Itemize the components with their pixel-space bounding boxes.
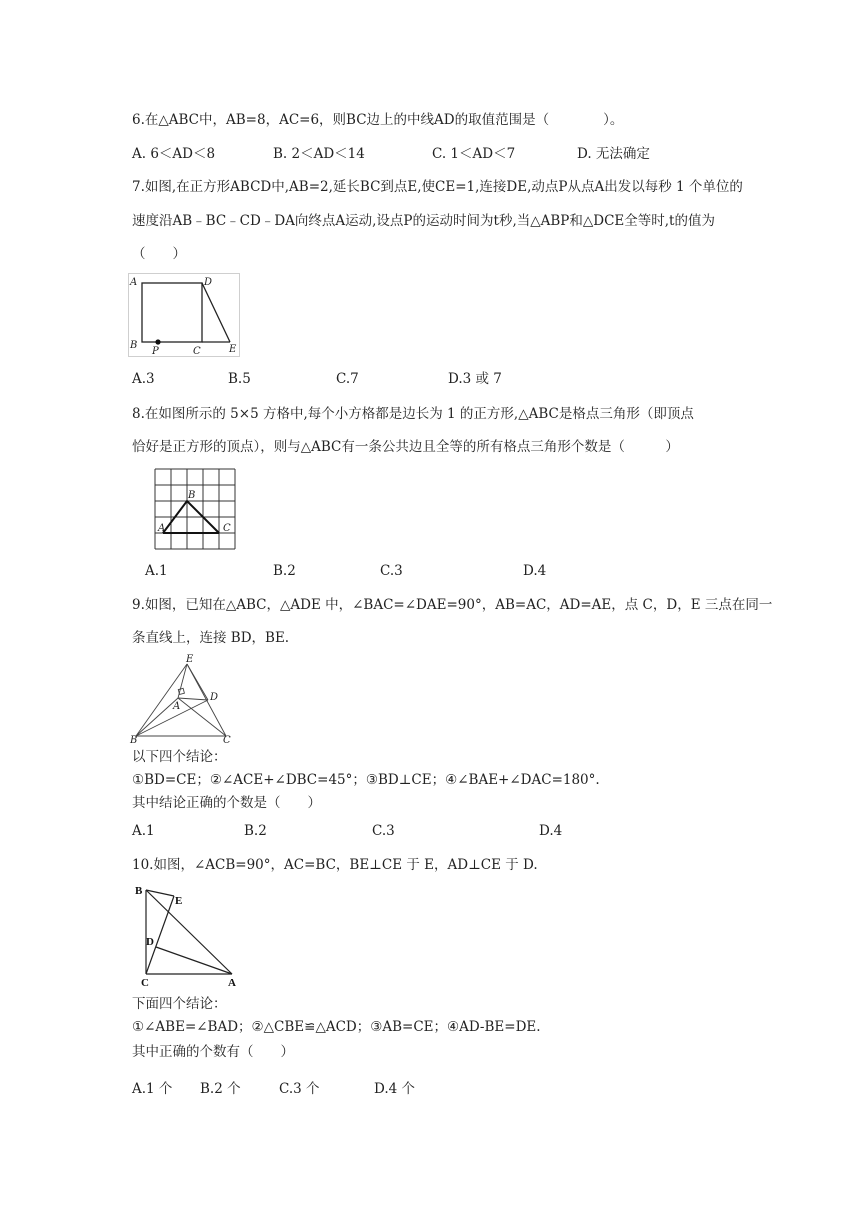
- q8-grid-figure: [148, 465, 240, 551]
- q7-figure: [128, 273, 240, 357]
- q8-option-d: D.4: [523, 563, 547, 579]
- q9-label-c: C: [223, 735, 231, 744]
- q8-label-a: A: [158, 523, 166, 534]
- q9-label-b: B: [130, 735, 138, 744]
- q6-option-a: A. 6＜AD＜8: [132, 146, 216, 162]
- q7-label-c: C: [193, 346, 201, 357]
- q9-question: 其中结论正确的个数是（ ）: [132, 795, 321, 811]
- q7-option-b: B.5: [228, 371, 251, 387]
- q9-stem-line2: 条直线上，连接 BD，BE.: [132, 630, 290, 646]
- q10-option-c: C.3 个: [279, 1081, 320, 1097]
- q9-option-d: D.4: [539, 823, 563, 839]
- q7-label-d: D: [204, 277, 213, 288]
- q7-stem-line2: 速度沿AB﹣BC﹣CD﹣DA向终点A运动,设点P的运动时间为t秒,当△ABP和△DCE全等时,t的值为: [132, 213, 715, 229]
- q9-label-a: A: [173, 701, 181, 712]
- q7-label-b: B: [130, 340, 138, 351]
- q7-option-c: C.7: [336, 371, 359, 387]
- q10-figure: [128, 882, 240, 990]
- q9-conclusions-title: 以下四个结论：: [132, 749, 227, 765]
- q9-figure: [128, 652, 240, 744]
- q7-label-e: E: [229, 344, 237, 355]
- q10-conclusions-title: 下面四个结论：: [132, 996, 227, 1012]
- q8-option-a: A.1: [145, 563, 168, 579]
- q8-option-b: B.2: [273, 563, 296, 579]
- q8-stem-line2: 恰好是正方形的顶点），则与△ABC有一条公共边且全等的所有格点三角形个数是（ ）: [132, 439, 679, 455]
- q9-option-c: C.3: [372, 823, 395, 839]
- q6-option-d: D. 无法确定: [577, 146, 650, 162]
- q10-option-b: B.2 个: [200, 1081, 241, 1097]
- q10-label-d: D: [146, 936, 154, 948]
- q7-label-a: A: [130, 277, 138, 288]
- q8-label-b: B: [188, 490, 196, 501]
- q9-label-e: E: [186, 654, 194, 665]
- q10-stem: 10.如图，∠ACB=90°，AC=BC，BE⊥CE 于 E，AD⊥CE 于 D.: [132, 857, 538, 873]
- q10-label-c: C: [141, 977, 149, 989]
- q6-option-b: B. 2＜AD＜14: [273, 146, 365, 162]
- q10-option-a: A.1 个: [132, 1081, 173, 1097]
- q7-option-a: A.3: [132, 371, 155, 387]
- q7-stem-line3: （ ）: [132, 246, 186, 262]
- q7-option-d: D.3 或 7: [448, 371, 502, 387]
- q9-label-d: D: [210, 692, 219, 703]
- q10-conclusions: ①∠ABE=∠BAD；②△CBE≌△ACD；③AB=CE；④AD-BE=DE.: [132, 1019, 541, 1035]
- q7-label-p: P: [152, 346, 159, 357]
- q8-option-c: C.3: [380, 563, 403, 579]
- q6-stem: 6.在△ABC中，AB=8，AC=6，则BC边上的中线AD的取值范围是（ ）。: [132, 112, 624, 128]
- q10-label-a: A: [228, 977, 236, 989]
- q10-question: 其中正确的个数有（ ）: [132, 1044, 294, 1060]
- q8-stem-line1: 8.在如图所示的 5×5 方格中,每个小方格都是边长为 1 的正方形,△ABC是格点三角形（即顶点: [132, 406, 694, 422]
- q8-label-c: C: [223, 523, 231, 534]
- q9-stem-line1: 9.如图，已知在△ABC，△ADE 中，∠BAC=∠DAE=90°，AB=AC，AD=AE，点 C，D，E 三点在同一: [132, 597, 773, 613]
- q10-label-b: B: [135, 885, 143, 897]
- q9-option-b: B.2: [244, 823, 267, 839]
- q9-option-a: A.1: [132, 823, 155, 839]
- q9-conclusions: ①BD=CE；②∠ACE+∠DBC=45°；③BD⊥CE；④∠BAE+∠DAC=180°.: [132, 772, 600, 788]
- q10-option-d: D.4 个: [374, 1081, 416, 1097]
- q6-option-c: C. 1＜AD＜7: [432, 146, 516, 162]
- q10-label-e: E: [175, 895, 183, 907]
- q7-stem-line1: 7.如图,在正方形ABCD中,AB=2,延长BC到点E,使CE=1,连接DE,动点P从点A出发以每秒 1 个单位的: [132, 179, 743, 195]
